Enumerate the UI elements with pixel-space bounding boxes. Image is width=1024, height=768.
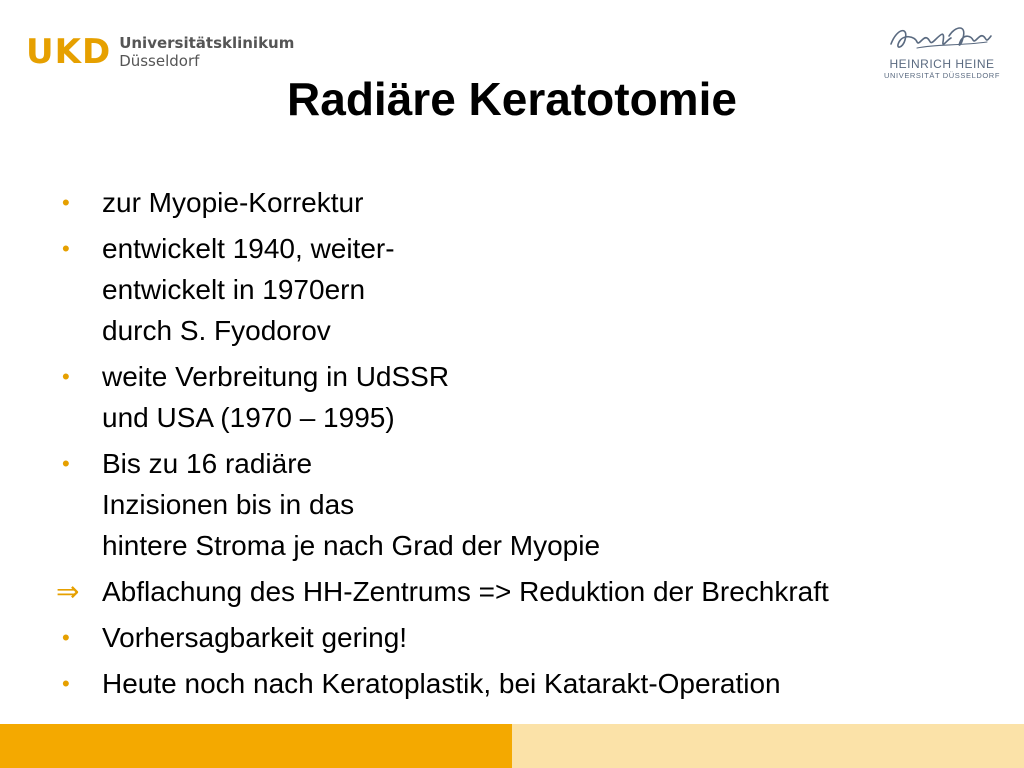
bullet-icon: •: [62, 451, 70, 476]
bullet-text: entwickelt in 1970ern: [102, 274, 366, 305]
footer-bar-dark: [0, 724, 512, 768]
bullet-item: [62, 182, 992, 223]
bullet-text: Inzisionen bis in das: [102, 489, 355, 520]
bullet-text: Vorhersagbarkeit gering!: [102, 622, 408, 653]
ukd-logo: [26, 30, 294, 74]
double-arrow-icon: ⇒: [56, 576, 80, 607]
bullet-icon: •: [62, 190, 70, 215]
bullet-item: [56, 571, 992, 612]
footer-bar-light: [512, 724, 1024, 768]
bullet-item: [62, 663, 992, 704]
slide-title: Radiäre Keratotomie: [287, 73, 737, 125]
bullet-text: hintere Stroma je nach Grad der Myopie: [102, 530, 601, 561]
hhu-logo-line2: UNIVERSITÄT DÜSSELDORF: [884, 71, 1000, 80]
bullet-icon: •: [62, 671, 70, 696]
bullet-text: entwickelt 1940, weiter-: [102, 233, 395, 264]
bullet-icon: •: [62, 364, 70, 389]
bullet-text: zur Myopie-Korrektur: [102, 187, 364, 218]
bullet-item: [62, 356, 992, 438]
bullet-list: [56, 182, 992, 709]
bullet-text: weite Verbreitung in UdSSR: [102, 361, 450, 392]
bullet-item: [62, 617, 992, 658]
bullet-text: und USA (1970 – 1995): [102, 402, 395, 433]
bullet-text: durch S. Fyodorov: [102, 315, 331, 346]
bullet-icon: •: [62, 625, 70, 650]
ukd-logo-line2: Düsseldorf: [119, 52, 200, 70]
bullet-text: Bis zu 16 radiäre: [102, 448, 313, 479]
bullet-item: [62, 443, 992, 566]
ukd-logo-mark: UKD: [26, 32, 112, 72]
hhu-signature-icon: [887, 22, 997, 56]
bullet-text: Heute noch nach Keratoplastik, bei Katarakt-Operation: [102, 668, 781, 699]
hhu-logo-line1: HEINRICH HEINE: [889, 57, 995, 71]
bullet-item: [62, 228, 992, 351]
ukd-logo-line1: Universitätsklinikum: [119, 34, 295, 52]
bullet-text: Abflachung des HH-Zentrums => Reduktion der Brechkraft: [102, 576, 829, 607]
bullet-icon: •: [62, 236, 70, 261]
ukd-logo-text: [119, 34, 294, 70]
